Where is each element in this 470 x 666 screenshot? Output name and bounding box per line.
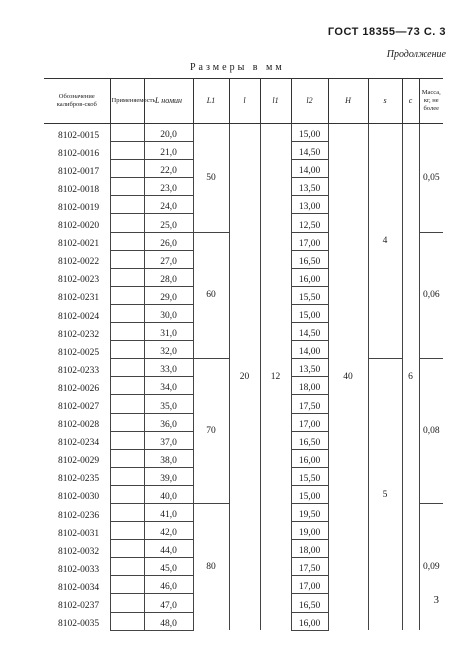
l2-cell: 16,00 [291, 268, 328, 286]
col-l1: l1 [260, 79, 291, 124]
L-nominal-cell: 36,0 [144, 413, 193, 431]
L-nominal-cell: 34,0 [144, 377, 193, 395]
L-nominal-cell: 24,0 [144, 196, 193, 214]
L-nominal-cell: 38,0 [144, 449, 193, 467]
L-nominal-cell: 35,0 [144, 395, 193, 413]
merged-cell-col4: 20 [229, 124, 260, 631]
merged-cell-col8: 4 [368, 124, 402, 359]
applicability-cell [110, 196, 144, 214]
L-nominal-cell: 48,0 [144, 612, 193, 630]
designation-cell: 8102-0015 [58, 130, 100, 141]
L-nominal-cell: 32,0 [144, 341, 193, 359]
l2-cell: 15,50 [291, 467, 328, 485]
l2-cell: 14,50 [291, 142, 328, 160]
L-nominal-cell: 26,0 [144, 232, 193, 250]
applicability-cell [110, 395, 144, 413]
L-nominal-cell: 46,0 [144, 576, 193, 594]
designation-cell: 8102-0233 [58, 365, 100, 376]
designation-cell: 8102-0028 [58, 420, 100, 431]
l2-cell: 15,50 [291, 286, 328, 304]
L-nominal-cell: 22,0 [144, 160, 193, 178]
l2-cell: 17,00 [291, 413, 328, 431]
l2-cell: 16,50 [291, 431, 328, 449]
merged-cell-col3: 80 [193, 503, 229, 630]
L-nominal-cell: 33,0 [144, 359, 193, 377]
designation-cell: 8102-0021 [58, 239, 100, 250]
merged-cell-col7: 40 [328, 124, 368, 631]
designation-cell: 8102-0236 [58, 510, 100, 521]
applicability-cell [110, 268, 144, 286]
col-s: s [368, 79, 402, 124]
designation-cell: 8102-0022 [58, 257, 100, 268]
l2-cell: 15,00 [291, 304, 328, 322]
applicability-cell [110, 467, 144, 485]
applicability-cell [110, 612, 144, 630]
designation-cell: 8102-0031 [58, 528, 100, 539]
applicability-cell [110, 124, 144, 142]
applicability-cell [110, 286, 144, 304]
designation-cell: 8102-0025 [58, 347, 100, 358]
page-number: 3 [433, 594, 439, 606]
l2-cell: 19,50 [291, 503, 328, 521]
l2-cell: 16,50 [291, 594, 328, 612]
applicability-cell [110, 304, 144, 322]
L-nominal-cell: 39,0 [144, 467, 193, 485]
L-nominal-cell: 37,0 [144, 431, 193, 449]
L-nominal-cell: 25,0 [144, 214, 193, 232]
l2-cell: 16,00 [291, 612, 328, 630]
l2-cell: 13,00 [291, 196, 328, 214]
applicability-cell [110, 503, 144, 521]
designation-cell: 8102-0232 [58, 329, 100, 340]
applicability-cell [110, 359, 144, 377]
l2-cell: 17,00 [291, 232, 328, 250]
col-applicability: Применяемость [110, 79, 144, 124]
designation-cell: 8102-0020 [58, 221, 100, 232]
col-l2: l2 [291, 79, 328, 124]
designation-cell: 8102-0023 [58, 275, 100, 286]
l2-cell: 12,50 [291, 214, 328, 232]
applicability-cell [110, 377, 144, 395]
l2-cell: 14,00 [291, 341, 328, 359]
applicability-cell [110, 142, 144, 160]
L-nominal-cell: 27,0 [144, 250, 193, 268]
col-mass: Масса, кг, не более [419, 79, 443, 124]
applicability-cell [110, 178, 144, 196]
designation-cell: 8102-0027 [58, 402, 100, 412]
merged-cell-col3: 70 [193, 359, 229, 504]
designation-cell: 8102-0237 [58, 601, 100, 612]
l2-cell: 17,00 [291, 576, 328, 594]
L-nominal-cell: 45,0 [144, 558, 193, 576]
designation-cell: 8102-0234 [58, 438, 100, 449]
merged-cell-col8: 5 [368, 359, 402, 630]
l2-cell: 18,00 [291, 377, 328, 395]
L-nominal-cell: 42,0 [144, 522, 193, 540]
applicability-cell [110, 576, 144, 594]
col-L1: L1 [193, 79, 229, 124]
l2-cell: 16,00 [291, 449, 328, 467]
merged-cell-col10: 0,09 [419, 503, 443, 630]
l2-cell: 15,00 [291, 485, 328, 503]
l2-cell: 17,50 [291, 395, 328, 413]
applicability-cell [110, 413, 144, 431]
L-nominal-cell: 29,0 [144, 286, 193, 304]
L-nominal-cell: 40,0 [144, 485, 193, 503]
L-nominal-cell: 28,0 [144, 268, 193, 286]
applicability-cell [110, 341, 144, 359]
L-nominal-cell: 44,0 [144, 540, 193, 558]
designation-cell: 8102-0035 [58, 619, 100, 630]
col-designation: Обозначение калибров-скоб [44, 79, 110, 124]
L-nominal-cell: 47,0 [144, 594, 193, 612]
applicability-cell [110, 540, 144, 558]
designation-cell: 8102-0026 [58, 383, 100, 394]
table-row [44, 124, 443, 142]
applicability-cell [110, 232, 144, 250]
applicability-cell [110, 485, 144, 503]
merged-cell-col3: 60 [193, 232, 229, 359]
l2-cell: 19,00 [291, 522, 328, 540]
designation-cell: 8102-0231 [58, 293, 100, 304]
designation-cell: 8102-0029 [58, 456, 100, 467]
l2-cell: 14,50 [291, 323, 328, 341]
applicability-cell [110, 160, 144, 178]
l2-cell: 14,00 [291, 160, 328, 178]
applicability-cell [110, 214, 144, 232]
L-nominal-cell: 30,0 [144, 304, 193, 322]
l2-cell: 13,50 [291, 178, 328, 196]
L-nominal-cell: 23,0 [144, 178, 193, 196]
designation-cell: 8102-0017 [58, 166, 100, 177]
L-nominal-cell: 41,0 [144, 503, 193, 521]
merged-cell-col5: 12 [260, 124, 291, 631]
merged-cell-col9: 6 [402, 124, 419, 631]
l2-cell: 18,00 [291, 540, 328, 558]
col-L-nominal: L номин [144, 79, 193, 124]
dimensions-table [44, 78, 443, 631]
merged-cell-col3: 50 [193, 124, 229, 233]
designation-cell: 8102-0032 [58, 546, 100, 557]
designation-cell: 8102-0024 [58, 311, 100, 322]
designation-cell: 8102-0030 [58, 492, 100, 503]
L-nominal-cell: 20,0 [144, 124, 193, 142]
applicability-cell [110, 431, 144, 449]
applicability-cell [110, 250, 144, 268]
col-c: c [402, 79, 419, 124]
designation-cell: 8102-0018 [58, 184, 100, 195]
designation-cell: 8102-0019 [58, 202, 100, 213]
l2-cell: 15,00 [291, 124, 328, 142]
merged-cell-col10: 0,05 [419, 124, 443, 233]
continuation-label: Продолжение [386, 49, 446, 60]
l2-cell: 13,50 [291, 359, 328, 377]
applicability-cell [110, 449, 144, 467]
designation-cell: 8102-0033 [58, 564, 100, 575]
L-nominal-cell: 21,0 [144, 142, 193, 160]
applicability-cell [110, 522, 144, 540]
L-nominal-cell: 31,0 [144, 323, 193, 341]
designation-cell: 8102-0034 [58, 582, 100, 593]
doc-reference: ГОСТ 18355—73 С. 3 [327, 26, 446, 38]
col-H: H [328, 79, 368, 124]
merged-cell-col10: 0,06 [419, 232, 443, 359]
l2-cell: 17,50 [291, 558, 328, 576]
table-header-row [44, 79, 443, 124]
l2-cell: 16,50 [291, 250, 328, 268]
applicability-cell [110, 323, 144, 341]
col-l: l [229, 79, 260, 124]
designation-cell: 8102-0016 [58, 148, 100, 159]
table-caption: Размеры в мм [190, 62, 285, 73]
applicability-cell [110, 558, 144, 576]
merged-cell-col10: 0,08 [419, 359, 443, 504]
designation-cell: 8102-0235 [58, 474, 100, 485]
applicability-cell [110, 594, 144, 612]
